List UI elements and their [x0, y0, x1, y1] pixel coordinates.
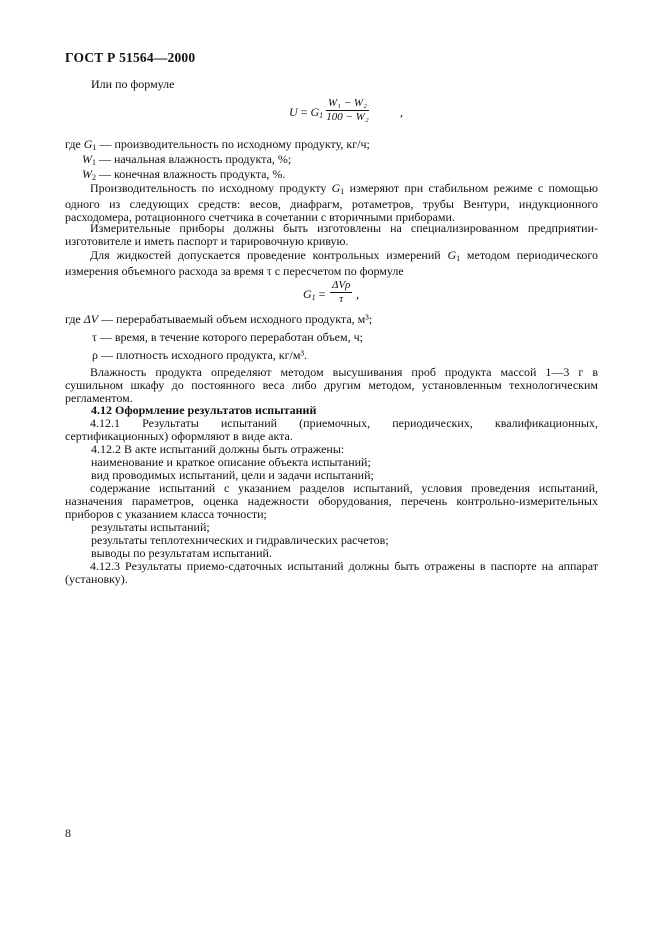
formula-1-numerator: W₁ − W₂ [328, 97, 367, 109]
paragraph-humidity: Влажность продукта определяют методом высушивания проб продукта массой 1—3 г в сушильном шкафу до постоянного веса либо другим методом, установленным технологическим регламентом. [65, 365, 598, 405]
formula-1-fraction [326, 97, 369, 124]
item-4-12-2: 4.12.2 В акте испытаний должны быть отражены: [91, 442, 345, 456]
paragraph-liquids: Для жидкостей допускается проведение контрольных измерений $G_1$ методом периодического измерения объемного расхода за время τ с пересчетом по формуле [65, 248, 598, 278]
list-item: результаты теплотехнических и гидравлических расчетов; [91, 533, 389, 547]
paragraph-productivity: Производительность по исходному продукту $G_1$ измеряют при стабильном режиме с помощью одного из следующих средств: весов, диафрагм, ротаметров, трубы Вентури, индукционного расходомера, ротационного счетчика в сочетании с вторичными приборами. [65, 181, 598, 224]
document-code-header: ГОСТ Р 51564—2000 [65, 50, 196, 65]
list-item: наименование и краткое описание объекта испытаний; [91, 455, 371, 469]
item-4-12-1: 4.12.1 Результаты испытаний (приемочных, периодических, квалификационных, сертификационных) оформляют в виде акта. [65, 416, 598, 443]
page-number: 8 [65, 826, 71, 840]
document-page: ГОСТ Р 51564—2000 Или по формуле $U = G_1$ $\frac{\text{W₁ − W₂}}{\text{100 − W₂}}$ , где $G_1$ — производительность по исходному продукту, кг/ч; $W_1$ — начальная влажность продукта, %; $W_2$ — конечная влажность продукта, %. Производительность по исходному продукту $G_1$ измеряют при стабильном режиме с помощью одного из следующих средств: весов, диафрагм, ротаметров, трубы Вентури, индукционного расходомера, ротационного счетчика в сочетании с вторичными приборами. Измерительные приборы должны быть изготовлены на специализированном предприятии-изготовителе и иметь паспорт и тарировочную кривую. Для жидкостей допускается проведение контрольных измерений $G_1$ методом периодического измерения объемного расхода за время τ с пересчетом по формуле $G_1$ = ΔVρ τ , где ΔV — перерабатываемый объем исходного продукта, м³; τ — время, в течение которого переработан объем, ч; ρ — плотность исходного продукта, кг/м³. Влажность продукта определяют методом высушивания проб продукта массой 1—3 г в сушильном шкафу до постоянного веса либо другим методом, установленным технологическим регламентом. 4.12 Оформление результатов испытаний 4.12.1 Результаты испытаний (приемочных, периодических, квалификационных, сертификационных) оформляют в виде акта. 4.12.2 В акте испытаний должны быть отражены: наименование и краткое описание объекта испытаний; вид проводимых испытаний, цели и задачи испытаний; содержание испытаний с указанием разделов испытаний, условия проведения испытаний, назначения параметров, оценка надежности оборудования, перечень контрольно-измерительных приборов с указанием класса точности; результаты испытаний; результаты теплотехнических и гидравлических расчетов; выводы по результатам испытаний. 4.12.3 Результаты приемо-сдаточных испытаний должны быть отражены в паспорте на аппарат (установку). 8 [65, 50, 598, 840]
legend-2-row: ρ — плотность исходного продукта, кг/м³. [92, 348, 308, 362]
list-item: содержание испытаний с указанием разделов испытаний, условия проведения испытаний, назначения параметров, оценка надежности оборудования, перечень контрольно-измерительных приборов с указанием класса точности; [65, 481, 598, 521]
legend-1-row: $W_2$ — конечная влажность продукта, %. [82, 167, 286, 182]
paragraph-instruments: Измерительные приборы должны быть изготовлены на специализированном предприятии-изготовителе и иметь паспорт и тарировочную кривую. [65, 221, 598, 248]
legend-2-row: τ — время, в течение которого переработан объем, ч; [92, 330, 363, 344]
legend-2-row: где ΔV — перерабатываемый объем исходного продукта, м³; [65, 312, 373, 326]
formula-2-tail: , [356, 287, 359, 301]
list-item: вид проводимых испытаний, цели и задачи испытаний; [91, 468, 374, 482]
legend-1-row: $W_1$ — начальная влажность продукта, %; [82, 152, 292, 167]
section-heading: 4.12 Оформление результатов испытаний [91, 403, 317, 417]
formula-2-denominator: τ [339, 293, 344, 305]
list-item: выводы по результатам испытаний. [91, 546, 272, 560]
formula-2-numerator: ΔVρ [332, 279, 351, 291]
formula-1-denominator: 100 − W₂ [326, 111, 369, 123]
list-item: результаты испытаний; [91, 520, 210, 534]
formula-1-coef: G [310, 105, 320, 119]
item-4-12-3: 4.12.3 Результаты приемо-сдаточных испытаний должны быть отражены в паспорте на аппарат (установку). [65, 559, 598, 586]
formula-intro: Или по формуле [91, 77, 175, 91]
formula-1-tail: , [400, 105, 403, 119]
formula-2-fraction [330, 279, 352, 306]
legend-1-row: где $G_1$ — производительность по исходному продукту, кг/ч; [65, 137, 370, 152]
formula-1-lhs: U [289, 105, 298, 119]
formula-2-lhs: G [303, 287, 312, 301]
